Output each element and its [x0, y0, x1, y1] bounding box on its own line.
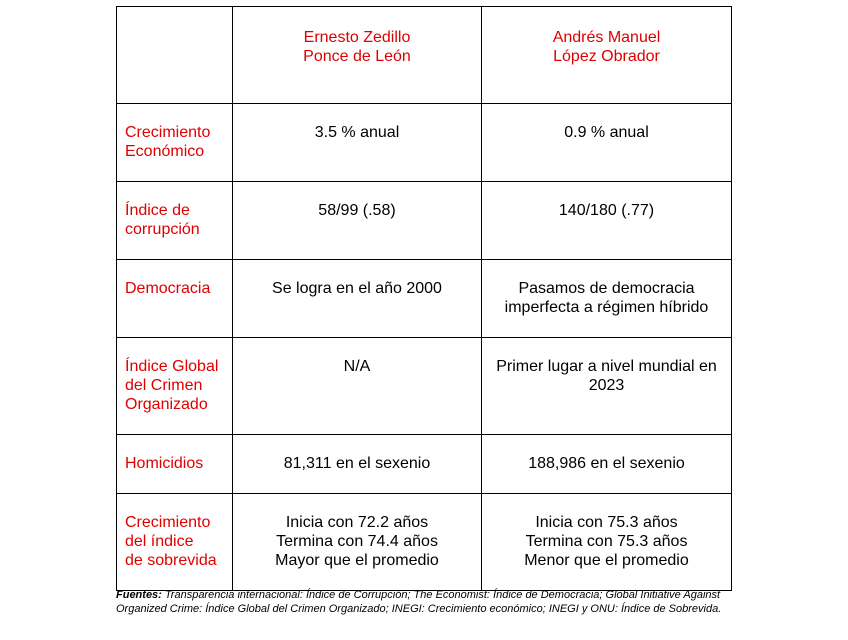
amlo-value — [482, 260, 732, 338]
value-line: 188,986 en el sexenio — [528, 455, 685, 472]
table-header-row — [117, 7, 732, 104]
row-label-line: Índice Global — [125, 358, 219, 375]
value-line: Termina con 75.3 años — [525, 533, 688, 550]
value-line: Inicia con 75.3 años — [535, 514, 678, 531]
header-amlo-line1: Andrés Manuel — [552, 29, 661, 46]
value-line: 81,311 en el sexenio — [283, 455, 431, 472]
header-zedillo-line1: Ernesto Zedillo — [303, 29, 411, 46]
sources-text: Transparencia internacional: Índice de Corrupción; The Economist: Índice de Democracia; Global Initiative Against Organized Crime: Índice Global del Crimen Organizado; INEGI: Crecimiento económico; INEGI y ONU: Índice de Sobrevida. — [116, 589, 722, 615]
amlo-value — [482, 435, 732, 494]
row-label-line: de sobrevida — [125, 552, 217, 569]
comparison-table — [116, 6, 732, 591]
header-empty-cell — [117, 7, 233, 104]
table-row-sobrevida — [117, 494, 732, 591]
amlo-value — [482, 494, 732, 591]
value-line: imperfecta a régimen híbrido — [504, 299, 709, 316]
value-line: Inicia con 72.2 años — [285, 514, 429, 531]
value-line: Primer lugar a nivel mundial en — [496, 358, 717, 375]
row-label — [117, 494, 233, 591]
value-line: N/A — [343, 358, 371, 375]
amlo-value — [482, 338, 732, 435]
table-row-corrupcion — [117, 182, 732, 260]
header-amlo — [482, 7, 732, 104]
zedillo-value — [233, 494, 482, 591]
sources-label: Fuentes: — [116, 589, 162, 601]
zedillo-value — [233, 260, 482, 338]
zedillo-value — [233, 435, 482, 494]
row-label — [117, 260, 233, 338]
row-label-line: Democracia — [125, 280, 211, 297]
zedillo-value — [233, 182, 482, 260]
row-label — [117, 338, 233, 435]
table-row-homicidios — [117, 435, 732, 494]
value-line: Mayor que el promedio — [275, 552, 439, 569]
row-label — [117, 182, 233, 260]
header-zedillo — [233, 7, 482, 104]
table-row-crimen-organizado — [117, 338, 732, 435]
row-label-line: Homicidios — [125, 455, 204, 472]
amlo-value — [482, 104, 732, 182]
row-label-line: Crecimiento — [125, 124, 211, 141]
value-line: Se logra en el año 2000 — [272, 280, 442, 297]
row-label — [117, 435, 233, 494]
table-row-democracia — [117, 260, 732, 338]
value-line: 0.9 % anual — [564, 124, 649, 141]
row-label-line: Índice de — [125, 202, 190, 219]
value-line: 3.5 % anual — [314, 124, 400, 141]
header-amlo-line2: López Obrador — [553, 48, 660, 65]
value-line: Termina con 74.4 años — [276, 533, 438, 550]
value-line: Pasamos de democracia — [518, 280, 695, 297]
header-zedillo-line2: Ponce de León — [303, 48, 411, 65]
row-label-line: Económico — [125, 143, 205, 160]
zedillo-value — [233, 338, 482, 435]
value-line: Menor que el promedio — [524, 552, 689, 569]
value-line: 140/180 (.77) — [558, 202, 655, 219]
value-line: 58/99 (.58) — [318, 202, 396, 219]
row-label-line: Organizado — [125, 396, 208, 413]
row-label — [117, 104, 233, 182]
row-label-line: del índice — [125, 533, 194, 550]
zedillo-value — [233, 104, 482, 182]
value-line: 2023 — [588, 377, 625, 394]
row-label-line: corrupción — [125, 221, 200, 238]
amlo-value — [482, 182, 732, 260]
table-row-crecimiento — [117, 104, 732, 182]
row-label-line: Crecimiento — [125, 514, 211, 531]
sources-footnote — [116, 588, 736, 616]
row-label-line: del Crimen — [125, 377, 203, 394]
